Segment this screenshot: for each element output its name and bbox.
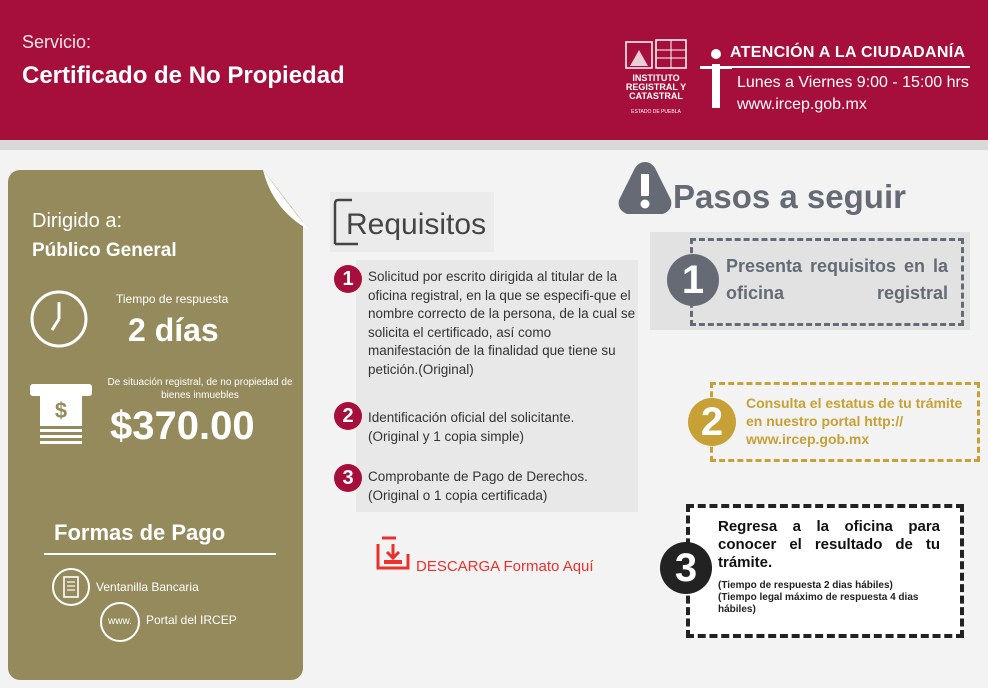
download-icon[interactable] bbox=[374, 534, 414, 574]
clock-icon bbox=[28, 288, 90, 350]
page-fold-icon bbox=[263, 170, 309, 230]
svg-text:$: $ bbox=[54, 398, 68, 423]
service-label: Servicio: bbox=[22, 32, 92, 52]
step-3-note-1: (Tiempo de respuesta 2 dias hábiles) bbox=[718, 580, 893, 591]
logo-line-3: CATASTRAL bbox=[629, 91, 683, 101]
step-1-text: Presenta requisitos en la oficina registral bbox=[726, 256, 948, 303]
req-number-2: 2 bbox=[334, 402, 362, 430]
req-number-3: 3 bbox=[334, 464, 362, 492]
header-shadow-band bbox=[0, 140, 988, 150]
ircep-logo bbox=[620, 36, 692, 116]
logo-subtitle: ESTADO DE PUEBLA bbox=[631, 109, 681, 115]
pago-ventanilla: Ventanilla Bancaria bbox=[96, 580, 199, 594]
dirigido-label: Dirigido a: bbox=[32, 210, 123, 232]
req-number-1: 1 bbox=[334, 265, 362, 293]
step-2-number: 2 bbox=[688, 398, 736, 446]
step-3-note-2: (Tiempo legal máximo de respuesta 4 dias hábiles) bbox=[718, 592, 919, 615]
situacion-label: De situación registral, de no propiedad de bienes inmuebles bbox=[107, 377, 293, 401]
step-3-number: 3 bbox=[660, 542, 712, 594]
info-icon bbox=[700, 46, 732, 116]
formas-pago-title: Formas de Pago bbox=[54, 520, 226, 545]
formas-pago-divider bbox=[44, 553, 276, 555]
tiempo-value: 2 días bbox=[128, 312, 219, 348]
logo-line-1: INSTITUTO bbox=[632, 73, 680, 83]
website-link[interactable]: www.ircep.gob.mx bbox=[737, 96, 867, 113]
req-item-3: Comprobante de Pago de Derechos. (Original o 1 copia certificada) bbox=[368, 469, 588, 503]
page-title: Certificado de No Propiedad bbox=[22, 62, 345, 89]
tiempo-label: Tiempo de respuesta bbox=[116, 292, 229, 306]
requisitos-title: Requisitos bbox=[346, 208, 487, 241]
step-3-text: Regresa a la oficina para conocer el resultado de tu trámite. bbox=[718, 518, 940, 571]
descarga-link[interactable]: DESCARGA Formato Aquí bbox=[416, 558, 594, 575]
req-item-1: Solicitud por escrito dirigida al titular de la oficina registral, en la que se especifi-que el nombre correcto de la persona, de la cual se solicita el certificado, así como manifestación de la finalidad que tiene su petición.(Original) bbox=[368, 269, 636, 377]
price-value: $370.00 bbox=[110, 404, 255, 448]
logo-line-2: REGISTRAL Y bbox=[625, 82, 687, 92]
pago-portal[interactable]: Portal del IRCEP bbox=[146, 613, 237, 627]
step-2-text[interactable]: Consulta el estatus de tu trámite en nuestro portal http:// www.ircep.gob.mx bbox=[746, 395, 963, 447]
warning-icon bbox=[617, 160, 673, 216]
req-item-2: Identificación oficial del solicitante. (Original y 1 copia simple) bbox=[368, 410, 575, 444]
step-3-notes bbox=[718, 580, 940, 616]
schedule-text: Lunes a Viernes 9:00 - 15:00 hrs bbox=[737, 74, 969, 91]
info-panel bbox=[8, 170, 303, 680]
www-icon: www. bbox=[100, 602, 140, 642]
dirigido-value: Público General bbox=[32, 240, 177, 261]
step-1-number: 1 bbox=[667, 254, 719, 306]
bank-receipt-icon bbox=[52, 568, 90, 606]
atm-icon bbox=[28, 382, 94, 444]
attention-divider bbox=[718, 66, 970, 68]
attention-title: ATENCIÓN A LA CIUDADANÍA bbox=[730, 44, 966, 61]
pasos-title: Pasos a seguir bbox=[673, 178, 906, 215]
header-banner bbox=[0, 0, 988, 140]
